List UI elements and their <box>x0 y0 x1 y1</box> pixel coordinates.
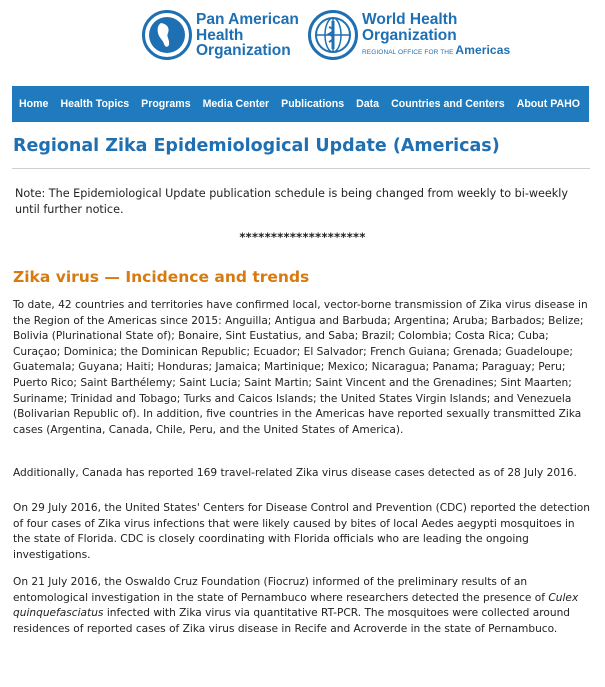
schedule-note: Note: The Epidemiological Update publication schedule is being changed from weekly to bi-weekly until further notice. <box>15 187 568 216</box>
who-subtitle <box>362 43 511 57</box>
main-nav <box>12 86 589 122</box>
nav-programs[interactable]: Programs <box>141 98 191 110</box>
who-logo[interactable] <box>308 10 510 60</box>
section-title: Zika virus — Incidence and trends <box>13 268 310 286</box>
paragraph-fiocruz <box>13 575 593 637</box>
who-emblem-icon <box>308 10 358 60</box>
who-line-2: Organization <box>362 26 457 44</box>
para4-text-b: infected with Zika virus via quantitative RT-PCR. The mosquitoes were collected around residences of reported cases of Zika virus disease in Recife and Acroverde in the state of Pernambuco. <box>13 607 571 635</box>
nav-countries-and-centers[interactable]: Countries and Centers <box>391 98 505 110</box>
who-name <box>362 12 510 57</box>
paragraph-canada: Additionally, Canada has reported 169 travel-related Zika virus disease cases detected as of 28 July 2016. <box>13 467 577 479</box>
species-name: Culex quinquefasciatus <box>13 591 579 620</box>
paho-line-1: Pan American <box>196 11 299 28</box>
paragraph-countries: To date, 42 countries and territories have confirmed local, vector-borne transmission of Zika virus disease in the Region of the Americas since 2015: Anguilla; Antigua and Barbuda; Argentina; Aruba; Barbados; Belize; Bolivia (Plurinational State of); Bonaire, Sint Eustatius, and Saba; Brazil; Colombia; Costa Rica; Cuba; Curaçao; Dominica; the Dominican Republic; Ecuador; El Salvador; French Guiana; Grenada; Guadeloupe; Guatemala; Guyana; Haiti; Honduras; Jamaica; Martinique; Mexico; Nicaragua; Panama; Paraguay; Peru; Puerto Rico; Saint Barthélemy; Saint Lucia; Saint Martin; Saint Vincent and the Grenadines; Sint Maarten; Suriname; Trinidad and Tobago; Turks and Caicos Islands; the United States Virgin Islands; and Venezuela (Bolivarian Republic of). In addition, five countries in the Americas have reported sexually transmitted Zika cases (Argentina, Canada, Chile, Peru, and the United States of America). <box>13 299 588 436</box>
who-line-1: World Health <box>362 11 458 28</box>
who-sub-text: REGIONAL OFFICE FOR THE <box>362 49 454 56</box>
globe-americas-icon <box>142 10 192 60</box>
para4-text-a: On 21 July 2016, the Oswaldo Cruz Foundation (Fiocruz) informed of the preliminary results of an entomological investigation in the state of Pernambuco where researchers detected the presence of <box>13 576 549 604</box>
paho-logo[interactable] <box>142 10 299 60</box>
separator-stars: ******************** <box>239 230 366 244</box>
nav-about-paho[interactable]: About PAHO <box>516 98 581 110</box>
nav-data[interactable]: Data <box>356 98 380 110</box>
page-title: Regional Zika Epidemiological Update (Americas) <box>13 136 500 156</box>
nav-media-center[interactable]: Media Center <box>202 98 270 110</box>
paho-line-3: Organization <box>196 42 291 59</box>
who-sub-bold: Americas <box>455 43 511 57</box>
paho-name <box>196 12 299 59</box>
header-logos <box>0 10 605 85</box>
nav-home[interactable]: Home <box>19 98 49 110</box>
nav-health-topics[interactable]: Health Topics <box>60 98 130 110</box>
paragraph-cdc: On 29 July 2016, the United States' Centers for Disease Control and Prevention (CDC) reported the detection of four cases of Zika virus infections that were likely caused by bites of local Aedes aegypti mosquitoes in the state of Florida. CDC is closely coordinating with Florida officials who are leading the ongoing investigations. <box>13 502 590 561</box>
title-divider <box>12 168 590 169</box>
paho-line-2: Health <box>196 26 244 44</box>
nav-publications[interactable]: Publications <box>281 98 345 110</box>
